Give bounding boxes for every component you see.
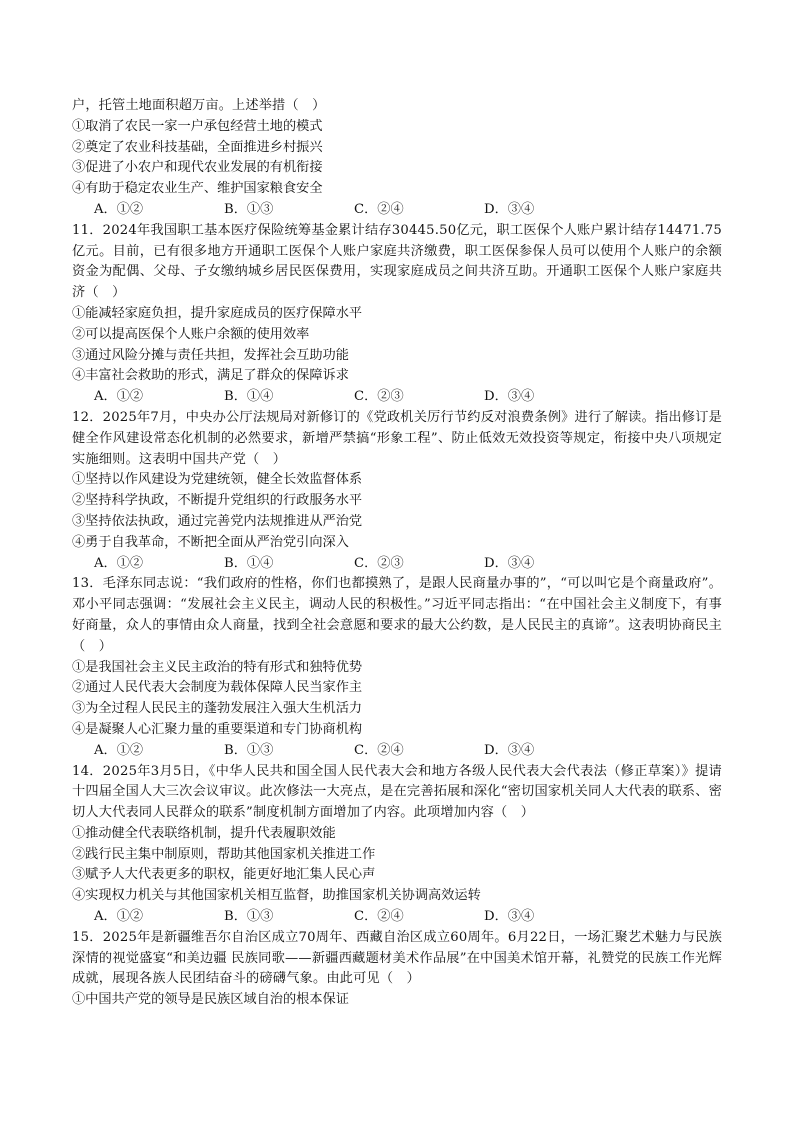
question-15 xyxy=(72,928,722,1011)
option: ②通过人民代表大会制度为载体保障人民当家作主 xyxy=(72,680,363,696)
choice-d: D．③④ xyxy=(484,389,535,405)
option: ①取消了农民一家一户承包经营土地的模式 xyxy=(72,118,323,134)
choice-c: C．②④ xyxy=(354,742,404,758)
choice-d: D．③④ xyxy=(484,909,535,925)
option: ④丰富社会救助的形式，满足了群众的保障诉求 xyxy=(72,368,349,384)
option: ④勇于自我革命，不断把全面从严治党引向深入 xyxy=(72,534,349,550)
question-stem: 户，托管土地面积超万亩。上述举措（ ） xyxy=(72,98,326,113)
option: ②践行民主集中制原则，帮助其他国家机关推进工作 xyxy=(72,846,376,862)
option: ③促进了小农户和现代农业发展的有机衔接 xyxy=(72,160,323,176)
choice-a: A．①② xyxy=(94,555,144,571)
choice-b: B．①③ xyxy=(224,201,274,217)
answer-choices xyxy=(72,554,722,575)
choice-a: A．①② xyxy=(94,909,144,925)
answer-choices xyxy=(72,200,722,221)
question-stem: 11．2024年我国职工基本医疗保险统筹基金累计结存30445.50亿元，职工医保个人账户累计结存14471.75亿元。目前，已有很多地方开通职工医保个人账户家庭共济缴费，职工医保参保人员可以使用个人账户的余额资金为配偶、父母、子女缴纳城乡居民医保费用，实现家庭成员之间共济互助。开通职工医保个人账户家庭共济（ ） xyxy=(72,222,722,301)
choice-a: A．①② xyxy=(94,389,144,405)
question-stem: 12．2025年7月，中央办公厅法规局对新修订的《党政机关厉行节约反对浪费条例》进行了解读。指出修订是健全作风建设常态化机制的必然要求，新增严禁搞“形象工程”、防止低效无效投资等规定，衔接中央八项规定实施细则。这表明中国共产党（ ） xyxy=(72,409,722,467)
choice-c: C．②④ xyxy=(354,201,404,217)
option: ④实现权力机关与其他国家机关相互监督，助推国家机关协调高效运转 xyxy=(72,888,481,904)
choice-d: D．③④ xyxy=(484,742,535,758)
option: ④是凝聚人心汇聚力量的重要渠道和专门协商机构 xyxy=(72,721,363,737)
choice-c: C．②③ xyxy=(354,555,404,571)
choice-c: C．②④ xyxy=(354,909,404,925)
choice-c: C．②③ xyxy=(354,389,404,405)
answer-choices xyxy=(72,741,722,762)
choice-d: D．③④ xyxy=(484,201,535,217)
option: ③通过风险分摊与责任共担，发挥社会互助功能 xyxy=(72,347,349,363)
option: ①能减轻家庭负担，提升家庭成员的医疗保障水平 xyxy=(72,305,363,321)
choice-a: A．①② xyxy=(94,201,144,217)
question-11 xyxy=(72,221,722,408)
answer-choices xyxy=(72,387,722,408)
question-14 xyxy=(72,762,722,928)
option: ③为全过程人民民主的蓬勃发展注入强大生机活力 xyxy=(72,701,363,717)
choice-b: B．①④ xyxy=(224,389,274,405)
option: ①是我国社会主义民主政治的特有形式和独特优势 xyxy=(72,659,363,675)
question-stem: 13．毛泽东同志说：“我们政府的性格，你们也都摸熟了，是跟人民商量办事的”，“可以叫它是个商量政府”。邓小平同志强调：“发展社会主义民主，调动人民的积极性。”习近平同志指出：“在中国社会主义制度下，有事好商量，众人的事情由众人商量，找到全社会意愿和要求的最大公约数，是人民民主的真谛”。这表明协商民主（ ） xyxy=(72,576,722,654)
question-12 xyxy=(72,408,722,574)
option: ④有助于稳定农业生产、维护国家粮食安全 xyxy=(72,181,323,197)
option: ③赋予人大代表更多的职权，能更好地汇集人民心声 xyxy=(72,867,376,883)
choice-b: B．①③ xyxy=(224,909,274,925)
option: ①中国共产党的领导是民族区域自治的根本保证 xyxy=(72,992,349,1008)
choice-d: D．③④ xyxy=(484,555,535,571)
question-10-tail xyxy=(72,96,722,221)
choice-b: B．①③ xyxy=(224,742,274,758)
option: ①推动健全代表联络机制，提升代表履职效能 xyxy=(72,825,336,841)
answer-choices xyxy=(72,907,722,928)
choice-a: A．①② xyxy=(94,742,144,758)
option: ②奠定了农业科技基础，全面推进乡村振兴 xyxy=(72,139,323,155)
document-page xyxy=(72,96,722,1011)
option: ②可以提高医保个人账户余额的使用效率 xyxy=(72,326,310,342)
option: ①坚持以作风建设为党建统领，健全长效监督体系 xyxy=(72,472,363,488)
question-stem: 14．2025年3月5日，《中华人民共和国全国人民代表大会和地方各级人民代表大会代表法（修正草案）》提请十四届全国人大三次会议审议。此次修法一大亮点，是在完善拓展和深化“密切国家机关同人大代表的联系、密切人大代表同人民群众的联系”制度机制方面增加了内容。此项增加内容（ ） xyxy=(72,763,722,821)
question-stem: 15．2025年是新疆维吾尔自治区成立70周年、西藏自治区成立60周年。6月22日，一场汇聚艺术魅力与民族深情的视觉盛宴“和美边疆 民族同歌——新疆西藏题材美术作品展”在中国美术馆开幕，礼赞党的民族工作光辉成就，展现各族人民团结奋斗的磅礴气象。由此可见（ ） xyxy=(72,929,722,987)
choice-b: B．①④ xyxy=(224,555,274,571)
option: ③坚持依法执政，通过完善党内法规推进从严治党 xyxy=(72,513,363,529)
option: ②坚持科学执政，不断提升党组织的行政服务水平 xyxy=(72,493,363,509)
question-13 xyxy=(72,574,722,761)
